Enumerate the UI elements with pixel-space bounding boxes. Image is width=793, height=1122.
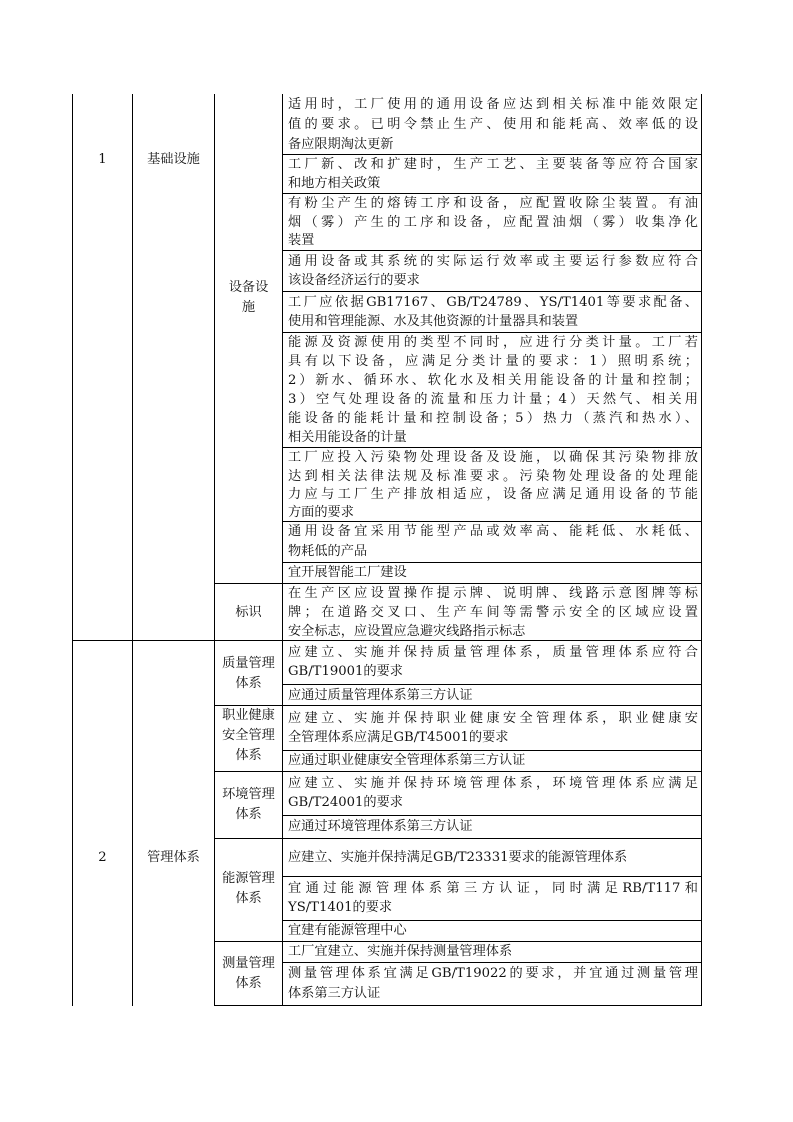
requirement-line: 应通过职业健康安全管理体系第三方认证 <box>288 753 526 768</box>
requirement-line: 宜开展智能工厂建设 <box>288 565 407 580</box>
grid-line <box>282 815 702 816</box>
requirement-line: 达到相关法律法规及标准要求。污染物处理设备的处理能 <box>288 469 698 484</box>
requirement-line: 相关用能设备的计量 <box>288 430 407 445</box>
subcategory-cell: 设备设施 <box>228 280 269 315</box>
requirement-line: 值的要求。已明令禁止生产、使用和能耗高、效率低的设 <box>288 117 698 132</box>
requirement-line: 工厂应依据GB17167、GB/T24789、YS/T1401等要求配备、 <box>288 295 698 310</box>
requirement-line: 通用设备或其系统的实际运行效率或主要运行参数应符合 <box>288 254 698 269</box>
requirement-line: 应建立、实施并保持质量管理体系，质量管理体系应符合 <box>288 645 698 660</box>
requirement-line: 通用设备宜采用节能型产品或效率高、能耗低、水耗低、 <box>288 524 698 539</box>
requirement-line: 安全标志，应设置应急避灾线路指示标志 <box>288 624 526 639</box>
grid-line <box>72 94 73 1006</box>
requirement-line: 体系第三方认证 <box>288 986 381 1001</box>
row-number: 1 <box>98 152 107 167</box>
requirement-line: 在生产区应设置操作提示牌、说明牌、线路示意图牌等标 <box>288 586 698 601</box>
requirement-line: 工厂宜建立、实施并保持测量管理体系 <box>288 944 513 959</box>
requirement-line: YS/T1401的要求 <box>288 900 393 915</box>
category-cell: 管理体系 <box>147 850 200 865</box>
requirement-line: 力应与工厂生产排放相适应，设备应满足通用设备的节能 <box>288 487 698 502</box>
requirement-line: 备应限期淘汰更新 <box>288 137 394 152</box>
row-number: 2 <box>98 850 107 865</box>
requirement-line: 和地方相关政策 <box>288 176 381 191</box>
requirement-line: 应建立、实施并保持满足GB/T23331要求的能源管理体系 <box>288 850 628 865</box>
requirement-line: GB/T24001的要求 <box>288 795 403 810</box>
subcategory-cell: 测量管理体系 <box>222 956 275 991</box>
requirement-line: 2）新水、循环水、软化水及相关用能设备的计量和控制； <box>288 373 698 388</box>
requirement-line: 应建立、实施并保持职业健康安全管理体系，职业健康安 <box>288 711 698 726</box>
requirement-line: 应建立、实施并保持环境管理体系，环境管理体系应满足 <box>288 776 698 791</box>
requirement-line: 能源及资源使用的类型不同时，应进行分类计量。工厂若 <box>288 335 698 350</box>
grid-line <box>214 771 702 772</box>
grid-line <box>282 962 702 963</box>
requirement-line: 牌；在道路交叉口、生产车间等需警示安全的区域应设置 <box>288 605 698 620</box>
subcategory-cell-clip <box>215 706 282 770</box>
requirement-line: 应通过环境管理体系第三方认证 <box>288 819 473 834</box>
requirement-line: 能设备的能耗计量和控制设备；5）热力（蒸汽和热水）、 <box>288 411 698 426</box>
grid-line <box>282 876 702 877</box>
requirement-line: 应通过质量管理体系第三方认证 <box>288 688 473 703</box>
requirement-line: 测量管理体系宜满足GB/T19022的要求，并宜通过测量管理 <box>288 966 698 981</box>
requirement-line: 烟（雾）产生的工序和设备，应配置油烟（雾）收集净化 <box>288 215 698 230</box>
requirement-line: 宜建有能源管理中心 <box>288 923 407 938</box>
grid-line <box>282 291 702 292</box>
grid-line <box>282 94 283 1006</box>
grid-line <box>132 94 133 1006</box>
category-cell: 基础设施 <box>147 152 200 167</box>
requirement-line: GB/T19001的要求 <box>288 664 403 679</box>
grid-line <box>214 838 702 839</box>
requirement-line: 适用时，工厂使用的通用设备应达到相关标准中能效限定 <box>288 97 698 112</box>
subcategory-cell: 标识 <box>235 605 262 620</box>
requirement-line: 方面的要求 <box>288 505 354 520</box>
grid-line <box>282 684 702 685</box>
requirement-line: 工厂新、改和扩建时，生产工艺、主要装备等应符合国家 <box>288 157 698 172</box>
subcategory-cell: 质量管理体系 <box>222 656 275 691</box>
requirement-line: 有粉尘产生的熔铸工序和设备，应配置收除尘装置。有油 <box>288 196 698 211</box>
requirement-line: 使用和管理能源、水及其他资源的计量器具和装置 <box>288 314 579 329</box>
subcategory-cell: 能源管理体系 <box>222 871 275 906</box>
requirement-line: 装置 <box>288 233 315 248</box>
requirement-line: 工厂应投入污染物处理设备及设施，以确保其污染物排放 <box>288 450 698 465</box>
requirement-line: 具有以下设备，应满足分类计量的要求：1）照明系统； <box>288 354 698 369</box>
requirement-line: 该设备经济运行的要求 <box>288 273 420 288</box>
requirement-line: 宜通过能源管理体系第三方认证，同时满足RB/T117和 <box>288 881 698 896</box>
subcategory-cell: 职业健康安全管理体系 <box>222 708 275 763</box>
grid-line <box>214 1005 702 1006</box>
requirement-line: 物耗低的产品 <box>288 544 368 559</box>
subcategory-cell: 环境管理体系 <box>222 787 275 822</box>
requirement-line: 全管理体系应满足GB/T45001的要求 <box>288 730 509 745</box>
requirement-line: 3）空气处理设备的流量和压力计量；4）天然气、相关用 <box>288 392 698 407</box>
grid-line <box>701 94 702 1006</box>
